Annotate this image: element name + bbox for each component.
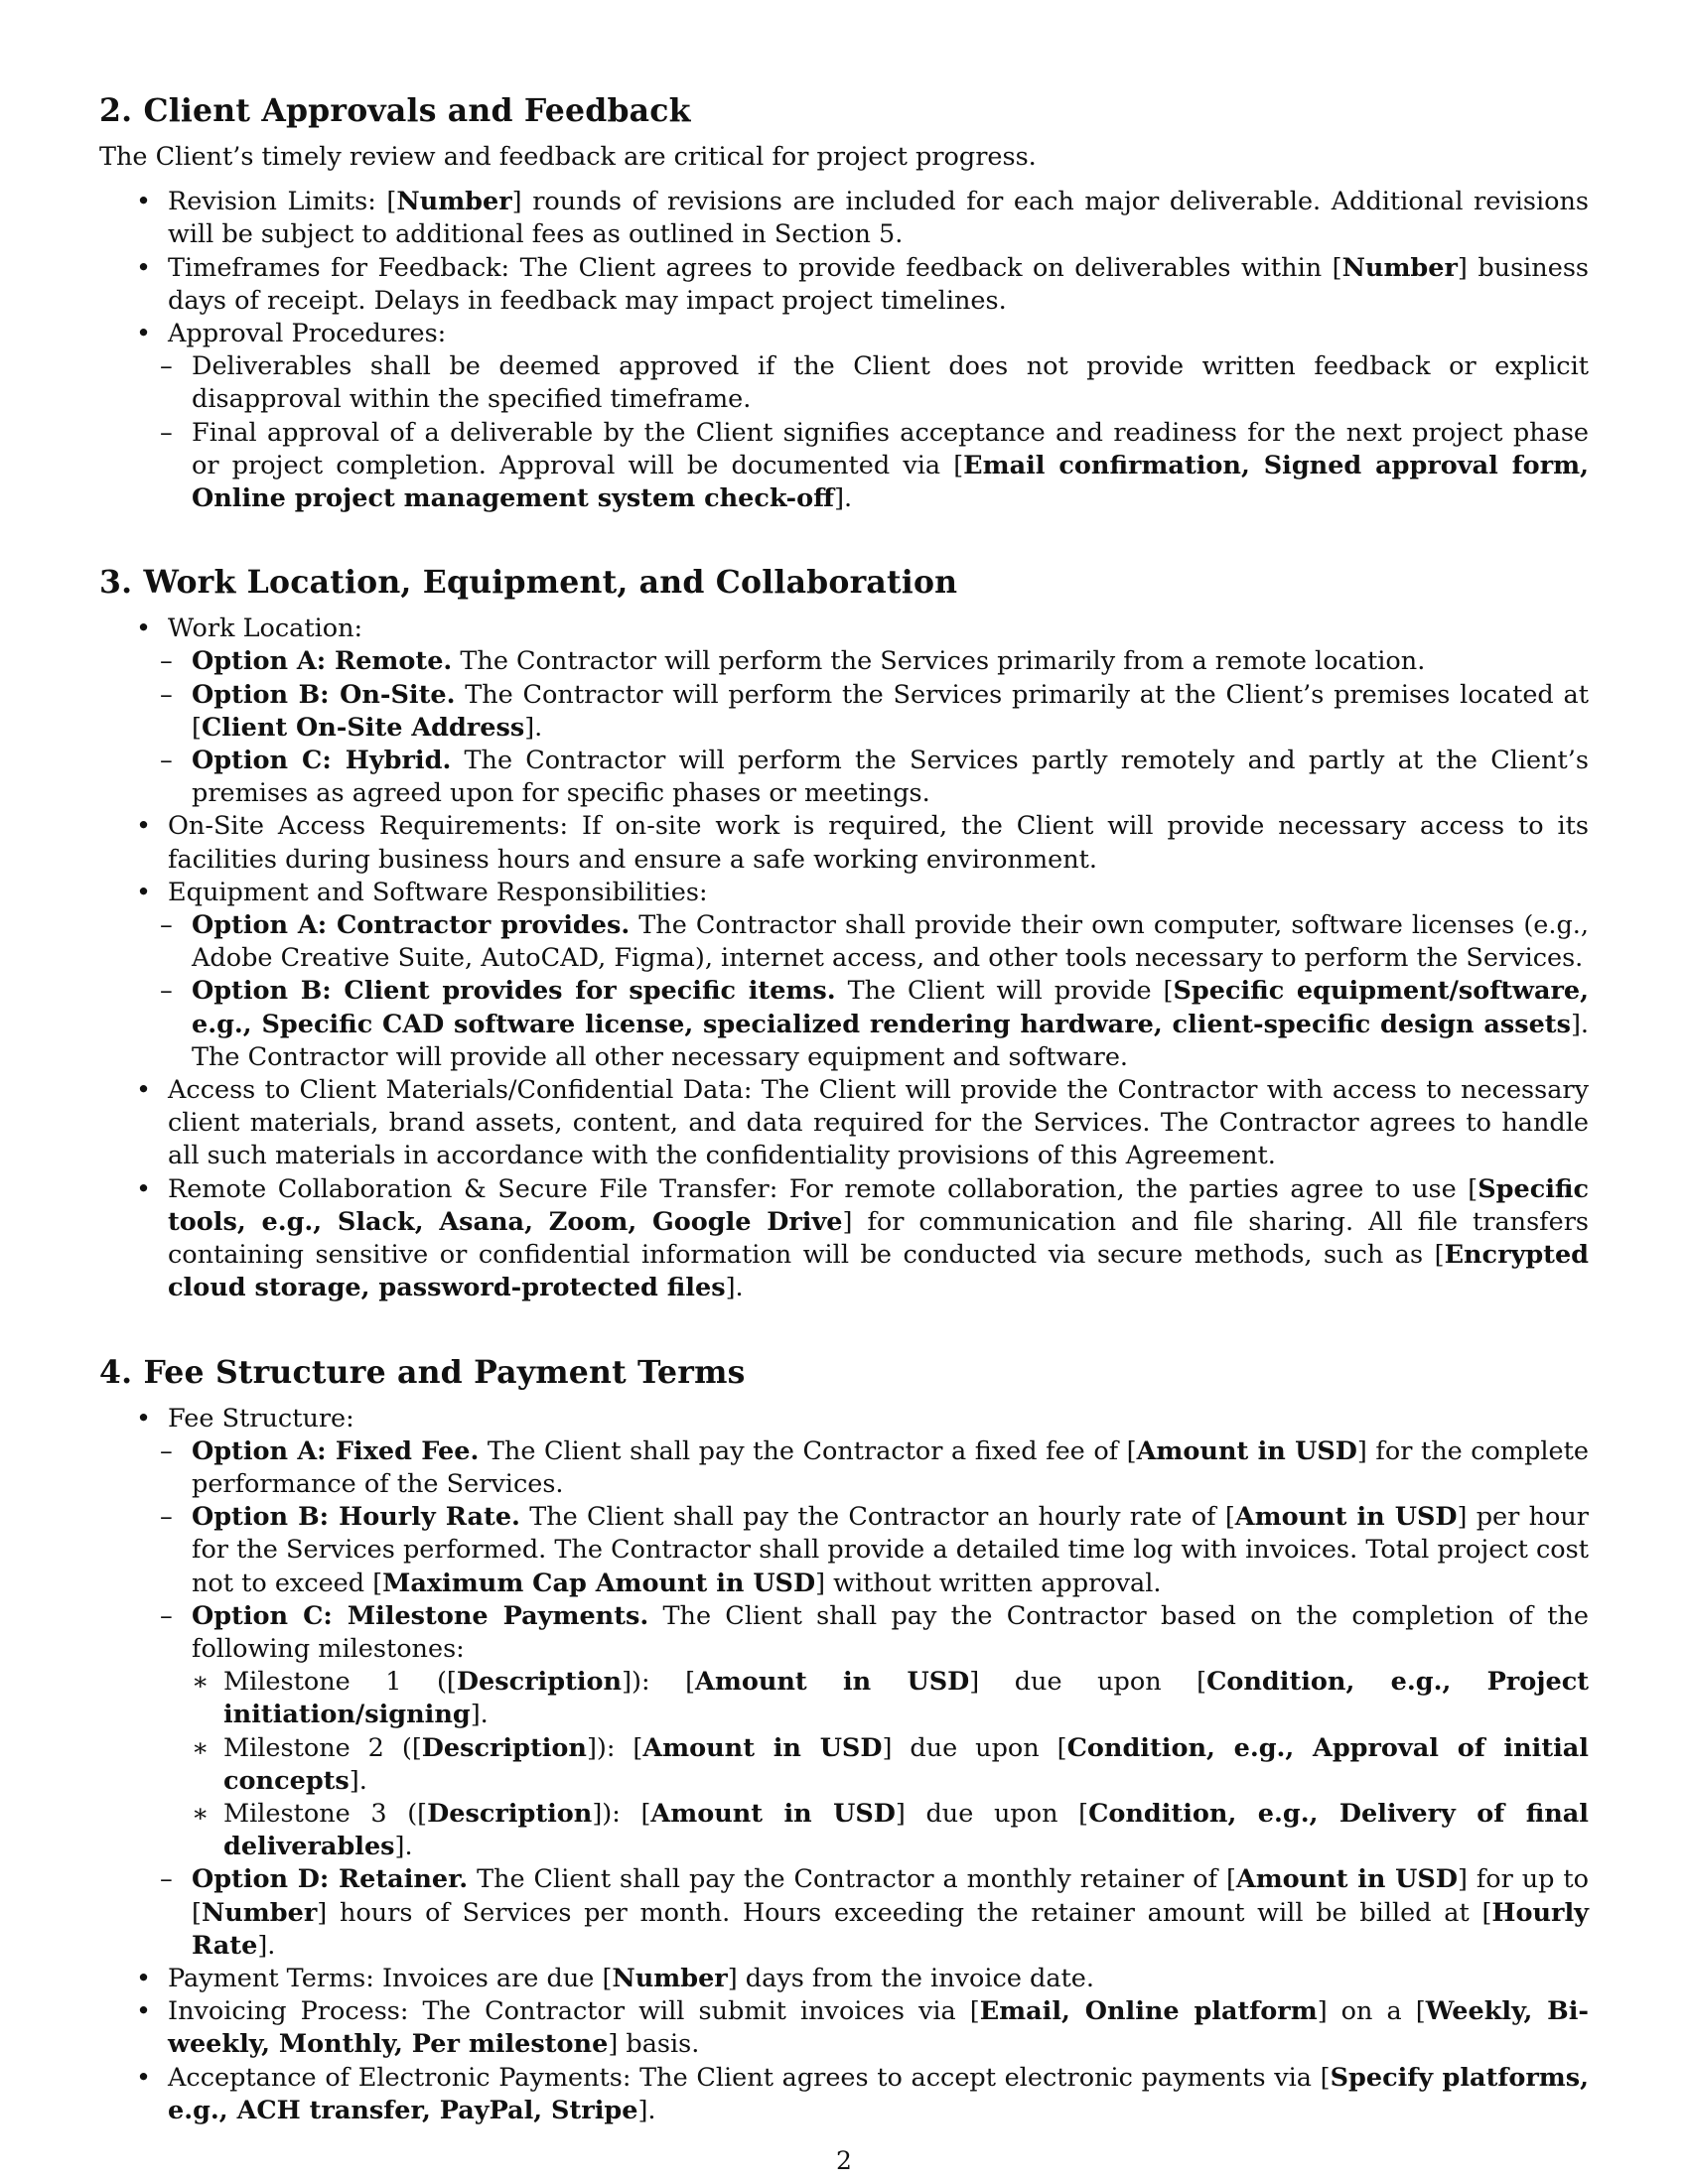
sublist-item: – Option B: On-Site. The Contractor will perform the Services primarily at the Client’s premises located at [Client On-Site Address]. <box>160 679 1589 743</box>
dash-marker: – <box>160 417 173 448</box>
list-item-approval-procedures: • Approval Procedures: – Deliverables shall be deemed approved if the Client does not provide written feedback or explicit disapproval within the specified timeframe. – Final approval of a deliverable by the Client signifies acceptance and readiness for the next project phase or project completion. Approval will be documented via [Email confirmation, Signed approval form, Online project management system check-off]. <box>99 318 1589 515</box>
dash-marker: – <box>160 1435 173 1466</box>
bullet-marker: • <box>136 1173 152 1204</box>
dash-marker: – <box>160 679 173 710</box>
dash-marker: – <box>160 910 173 941</box>
sublist-item: – Option C: Hybrid. The Contractor will perform the Services partly remotely and partly at the Client’s premises as agreed upon for specific phases or meetings. <box>160 746 1589 809</box>
bullet-marker: • <box>136 187 152 217</box>
section-2-list <box>99 186 1589 515</box>
list-item-remote-collaboration: • Remote Collaboration & Secure File Transfer: For remote collaboration, the parties agree to use [Specific tools, e.g., Slack, Asana, Zoom, Google Drive] for communication and file sharing. All file transfers containing sensitive or confidential information will be conducted via secure methods, such as [Encrypted cloud storage, password-protected files]. <box>136 1173 1589 1303</box>
star-marker: ∗ <box>192 1667 210 1698</box>
milestone-item: ∗ Milestone 1 ([Description]): [Amount in USD] due upon [Condition, e.g., Project initiation/signing]. <box>192 1667 1589 1730</box>
list-item-payment-terms: • Payment Terms: Invoices are due [Number] days from the invoice date. <box>99 1963 1589 1995</box>
equipment-sublist <box>160 909 1590 1074</box>
sublist-item: – Option D: Retainer. The Client shall pay the Contractor a monthly retainer of [Amount in USD] for up to [Number] hours of Services per month. Hours exceeding the retainer amount will be billed at [Hourly Rate]. <box>160 1864 1590 1961</box>
dash-marker: – <box>160 1502 173 1533</box>
fee-options-sublist <box>160 1435 1590 1963</box>
milestones-sublist <box>192 1666 1589 1863</box>
dash-marker: – <box>160 1600 173 1631</box>
milestone-item: ∗ Milestone 3 ([Description]): [Amount in USD] due upon [Condition, e.g., Delivery of final deliverables]. <box>192 1798 1589 1862</box>
approval-sublist <box>160 350 1589 515</box>
sublist-item: – Final approval of a deliverable by the Client signifies acceptance and readiness for the next project phase or project completion. Approval will be documented via [Email confirmation, Signed approval form, Online project management system check-off]. <box>160 417 1589 514</box>
sublist-item: – Deliverables shall be deemed approved if the Client does not provide written feedback or explicit disapproval within the specified timeframe. <box>160 351 1589 415</box>
list-item-fee-structure: • Fee Structure: – Option A: Fixed Fee. The Client shall pay the Contractor a fixed fee of [Amount in USD] for the complete performance of the Services. – Option B: Hourly Rate. The Client shall pay the Contractor an hourly rate of [Amount in USD] per hour for the Services performed. The Contractor shall provide a detailed time log with invoices. Total project cost not to exceed [Maximum Cap Amount in USD] without written approval. – Option C: Milestone Payments. The Client shall pay the Contractor based on the completion of the following milestones: ∗ Milestone 1 ([Description]): [Amount in USD] due upon [Condition, e.g., Project initiation/signing]. ∗ Milestone 2 ([Description]): [Amount in USD] due upon [Condition, e.g., Approval of initial concepts]. ∗ Milestone 3 ([Description]): [Amount in USD] due upon [Condition, e.g., Delivery of final deliverables]. – Option D: Retainer. The Client shall pay the Contractor a monthly retainer of [Amount in USD] for up to [Number] hours of Services per month. Hours exceeding the retainer amount will be billed at [Hourly Rate]. <box>99 1403 1589 1963</box>
bullet-marker: • <box>136 877 152 907</box>
list-item-client-materials: • Access to Client Materials/Confidential Data: The Client will provide the Contractor with access to necessary client materials, brand assets, content, and data required for the Services. The Contractor agrees to handle all such materials in accordance with the confidentiality provisions of this Agreement. <box>136 1075 1589 1171</box>
milestone-item: ∗ Milestone 2 ([Description]): [Amount in USD] due upon [Condition, e.g., Approval of initial concepts]. <box>192 1732 1589 1796</box>
dash-marker: – <box>160 1864 173 1895</box>
list-item-equipment: • Equipment and Software Responsibilities: – Option A: Contractor provides. The Contractor shall provide their own computer, software licenses (e.g., Adobe Creative Suite, AutoCAD, Figma), internet access, and other tools necessary to perform the Services. – Option B: Client provides for specific items. The Client will provide [Specific equipment/software, e.g., Specific CAD software license, specialized rendering hardware, client-specific design assets]. The Contractor will provide all other necessary equipment and software. <box>99 877 1589 1074</box>
star-marker: ∗ <box>192 1732 210 1763</box>
sublist-item: – Option C: Milestone Payments. The Client shall pay the Contractor based on the completion of the following milestones: ∗ Milestone 1 ([Description]): [Amount in USD] due upon [Condition, e.g., Project initiation/signing]. ∗ Milestone 2 ([Description]): [Amount in USD] due upon [Condition, e.g., Approval of initial concepts]. ∗ Milestone 3 ([Description]): [Amount in USD] due upon [Condition, e.g., Delivery of final deliverables]. <box>130 1600 1589 1864</box>
list-item-feedback-timeframes: • Timeframes for Feedback: The Client agrees to provide feedback on deliverables within [Number] business days of receipt. Delays in feedback may impact project timelines. <box>136 252 1589 316</box>
bullet-marker: • <box>136 1996 152 2027</box>
dash-marker: – <box>160 351 173 382</box>
dash-marker: – <box>160 646 173 677</box>
star-marker: ∗ <box>192 1798 210 1829</box>
bullet-marker: • <box>136 811 152 842</box>
bullet-marker: • <box>136 2062 152 2093</box>
sublist-item: – Option B: Client provides for specific items. The Client will provide [Specific equipment/software, e.g., Specific CAD software license, specialized rendering hardware, client-specific design assets]. The Contractor will provide all other necessary equipment and software. <box>160 976 1590 1072</box>
work-location-sublist <box>160 645 1589 810</box>
sublist-item: – Option B: Hourly Rate. The Client shall pay the Contractor an hourly rate of [Amount in USD] per hour for the Services performed. The Contractor shall provide a detailed time log with invoices. Total project cost not to exceed [Maximum Cap Amount in USD] without written approval. <box>160 1502 1590 1598</box>
list-item-onsite-access: • On-Site Access Requirements: If on-site work is required, the Client will provide necessary access to its facilities during business hours and ensure a safe working environment. <box>136 811 1589 875</box>
list-item-work-location: • Work Location: – Option A: Remote. The Contractor will perform the Services primarily from a remote location. – Option B: On-Site. The Contractor will perform the Services primarily at the Client’s premises located at [Client On-Site Address]. – Option C: Hybrid. The Contractor will perform the Services partly remotely and partly at the Client’s premises as agreed upon for specific phases or meetings. <box>99 613 1589 810</box>
sublist-item: – Option A: Contractor provides. The Contractor shall provide their own computer, software licenses (e.g., Adobe Creative Suite, AutoCAD, Figma), internet access, and other tools necessary to perform the Services. <box>160 910 1590 974</box>
bullet-marker: • <box>136 1403 152 1433</box>
bullet-marker: • <box>136 614 152 644</box>
list-item-invoicing: • Invoicing Process: The Contractor will submit invoices via [Email, Online platform] on a [Weekly, Bi-weekly, Monthly, Per milestone] basis. <box>136 1996 1589 2060</box>
list-item-electronic-payments: • Acceptance of Electronic Payments: The Client agrees to accept electronic payments via [Specify platforms, e.g., ACH transfer, PayPal, Stripe]. <box>136 2062 1589 2125</box>
bullet-marker: • <box>136 252 152 283</box>
dash-marker: – <box>160 976 173 1007</box>
section-4-heading: 4. Fee Structure and Payment Terms <box>99 1353 746 1391</box>
section-2-intro: The Client’s timely review and feedback are critical for project progress. <box>99 142 1037 172</box>
bullet-marker: • <box>136 1963 152 1993</box>
page-number: 2 <box>836 2146 852 2175</box>
dash-marker: – <box>160 746 173 776</box>
section-2-heading: 2. Client Approvals and Feedback <box>99 92 691 129</box>
bullet-marker: • <box>136 319 152 349</box>
document-page <box>99 91 1589 2127</box>
section-3-list <box>99 613 1589 1304</box>
bullet-marker: • <box>136 1075 152 1106</box>
section-4-list <box>99 1403 1589 2127</box>
sublist-item: – Option A: Fixed Fee. The Client shall pay the Contractor a fixed fee of [Amount in USD] for the complete performance of the Services. <box>160 1435 1589 1499</box>
list-item-revision-limits: • Revision Limits: [Number] rounds of revisions are included for each major deliverable. Additional revisions will be subject to additional fees as outlined in Section 5. <box>136 187 1589 250</box>
sublist-item: – Option A: Remote. The Contractor will perform the Services primarily from a remote location. <box>130 645 1589 678</box>
section-3-heading: 3. Work Location, Equipment, and Collaboration <box>99 564 958 602</box>
